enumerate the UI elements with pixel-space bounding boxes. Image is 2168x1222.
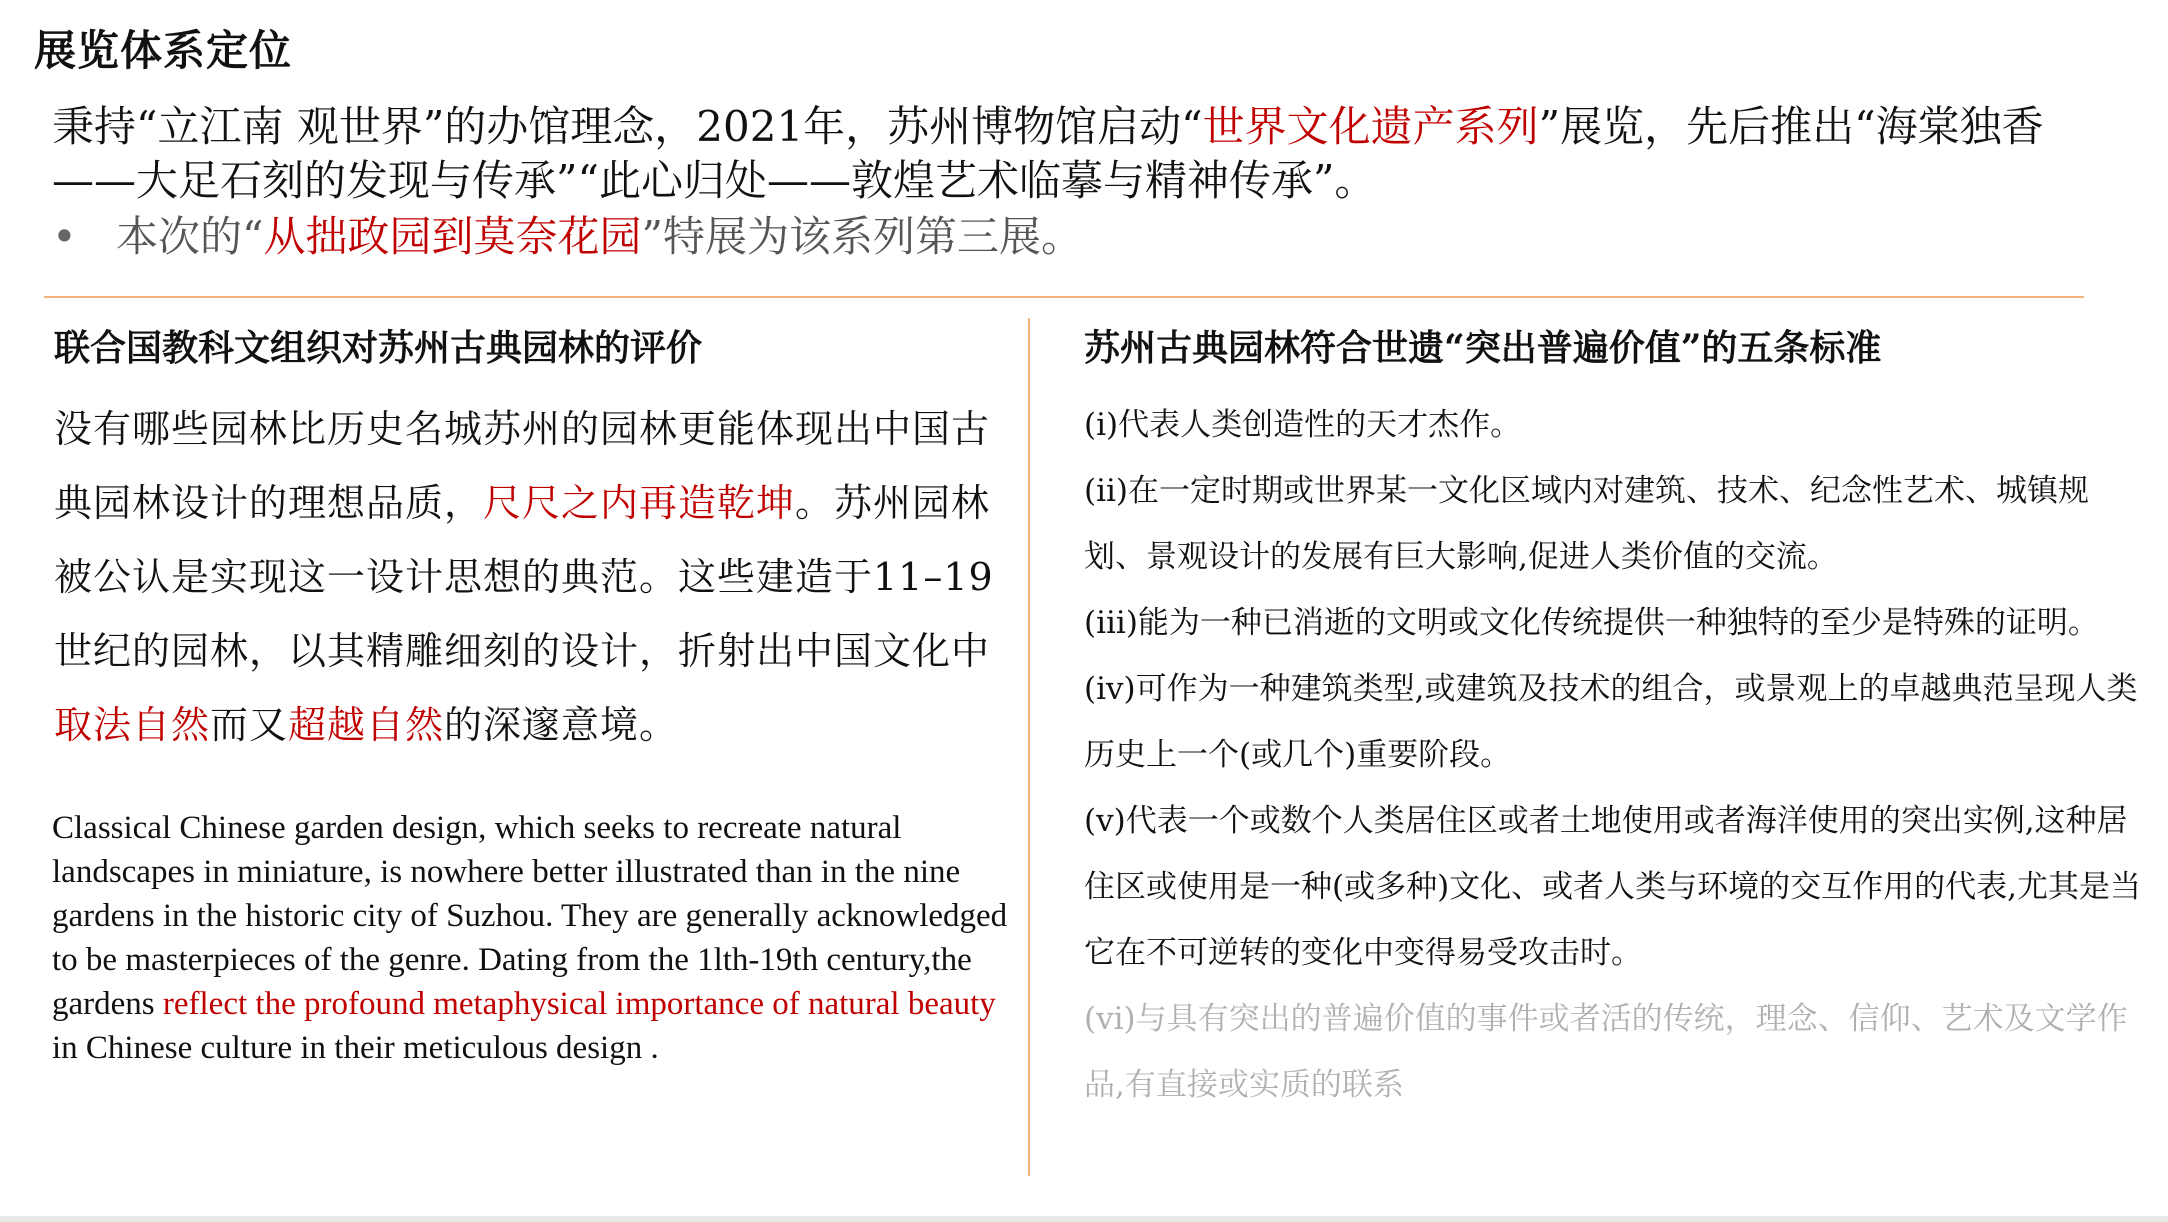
criterion-iv: (iv)可作为一种建筑类型,或建筑及技术的组合，或景观上的卓越典范呈现人类历史上一个(或几个)重要阶段。 xyxy=(1084,671,2138,773)
left-zh-text-3: 而又 xyxy=(210,703,289,747)
left-en-highlight: reflect the profound metaphysical importance of natural beauty xyxy=(162,986,996,1022)
intro-text-2: ”展览，先后推出“海棠独香——大足石刻的发现与传承”“此心归处——敦煌艺术临摹与精神传承”。 xyxy=(52,102,2044,205)
left-heading: 联合国教科文组织对苏州古典园林的评价 xyxy=(54,327,703,369)
left-en-text-2: in Chinese culture in their meticulous design . xyxy=(52,1030,659,1066)
right-heading: 苏州古典园林符合世遗“突出普遍价值”的五条标准 xyxy=(1084,327,1882,369)
intro-text-1: 秉持“立江南 观世界”的办馆理念，2021年，苏州博物馆启动“ xyxy=(52,102,1203,151)
criterion-vi: (vi)与具有突出的普遍价值的事件或者活的传统，理念、信仰、艺术及文学作品,有直接或实质的联系 xyxy=(1084,1001,2128,1103)
bottom-bar xyxy=(0,1216,2168,1222)
intro-highlight: 世界文化遗产系列 xyxy=(1202,102,1539,151)
criterion-ii: (ii)在一定时期或世界某一文化区域内对建筑、技术、纪念性艺术、城镇规划、景观设计的发展有巨大影响,促进人类价值的交流。 xyxy=(1084,473,2090,575)
intro-paragraph xyxy=(52,100,2072,208)
bullet-highlight: 从拙政园到莫奈花园 xyxy=(263,212,642,261)
bullet-text-1: 本次的“ xyxy=(116,212,264,261)
bullet-line xyxy=(52,210,1083,264)
left-zh-text-4: 的深邃意境。 xyxy=(444,703,679,747)
left-zh-highlight-1: 尺尺之内再造乾坤 xyxy=(483,481,796,525)
criteria-list xyxy=(1084,392,2144,1118)
vertical-divider xyxy=(1028,318,1030,1176)
left-english-paragraph xyxy=(52,806,1012,1070)
criterion-i: (i)代表人类创造性的天才杰作。 xyxy=(1084,407,1522,443)
bullet-text-2: ”特展为该系列第三展。 xyxy=(641,212,1083,261)
horizontal-divider xyxy=(44,296,2084,298)
bullet-marker: • xyxy=(52,212,77,261)
left-chinese-paragraph xyxy=(54,392,1014,762)
left-zh-text-1: 没有哪些园林比历史名城苏州的园林更能体现出中国古典园林设计的理想品质， xyxy=(54,407,991,525)
criterion-iii: (iii)能为一种已消逝的文明或文化传统提供一种独特的至少是特殊的证明。 xyxy=(1084,605,2099,641)
left-en-text-1: Classical Chinese garden design, which seeks to recreate natural landscapes in miniature, is nowhere better illustrated than in the nine gardens in the historic city of Suzhou. They are generally acknowledged to be masterpieces of the genre. Dating from the 1lth-19th century,the gardens xyxy=(52,810,1008,1022)
left-zh-highlight-2: 取法自然 xyxy=(54,703,211,747)
left-zh-text-2: 。苏州园林被公认是实现这一设计思想的典范。这些建造于11–19世纪的园林，以其精雕细刻的设计，折射出中国文化中 xyxy=(54,481,994,673)
left-zh-highlight-3: 超越自然 xyxy=(288,703,445,747)
criterion-v: (v)代表一个或数个人类居住区或者土地使用或者海洋使用的突出实例,这种居住区或使用是一种(或多种)文化、或者人类与环境的交互作用的代表,尤其是当它在不可逆转的变化中变得易受攻击时。 xyxy=(1084,803,2142,971)
page-title: 展览体系定位 xyxy=(34,26,293,75)
